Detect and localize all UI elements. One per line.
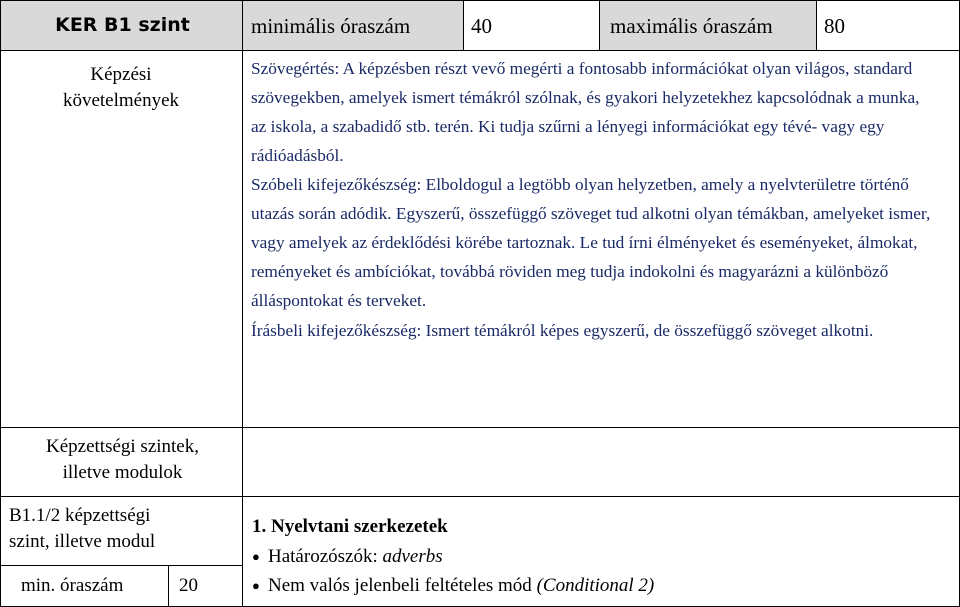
header-min-value-cell <box>463 0 600 51</box>
speaking-requirement: Szóbeli kifejezőkészség: Elboldogul a legtöbb olyan helyzetben, amely a nyelvterületre történő utazás során adódik. Egyszerű, összefüggő szöveget tud alkotni olyan témákban, amelyeket ismer, vagy amelyek az érdeklődési körébe tartoznak. Le tud írni élményeket és eseményeket, álmokat, reményeket és ambíciókat, továbbá röviden meg tudja indokolni és magyarázni a különböző álláspontokat és terveket. <box>251 175 931 310</box>
module-content <box>252 512 942 601</box>
requirements-label: Képzési követelmények <box>62 64 180 111</box>
requirements-content-cell <box>242 50 960 428</box>
max-hours-label: maximális óraszám <box>610 14 773 38</box>
module-hours-label-cell <box>0 565 169 607</box>
module-label: B1.1/2 képzettségi szint, illetve modul <box>9 505 156 552</box>
module-label-cell <box>0 496 243 566</box>
section-title: 1. Nyelvtani szerkezetek <box>252 516 448 537</box>
header-min-label-cell <box>242 0 464 51</box>
reading-requirement: Szövegértés: A képzésben részt vevő megérti a fontosabb információkat olyan világos, standard szövegekben, amelyek ismert témákról szólnak, és gyakori helyzetekhez kapcsolódnak a munka, az iskola, a szabadidő stb. terén. Ki tudja szűrni a lényegi információkat egy tévé- vagy egy rádióadásból. <box>251 59 920 165</box>
min-hours-label: minimális óraszám <box>251 14 411 38</box>
module-hours-label: min. óraszám <box>21 575 124 596</box>
header-max-value-cell <box>816 0 960 51</box>
list-item: ● Nem valós jelenbeli feltételes mód (Conditional 2) <box>252 571 942 601</box>
requirements-text <box>251 54 931 347</box>
min-hours-value: 40 <box>471 14 492 38</box>
levels-content-cell <box>242 427 960 497</box>
writing-requirement: Írásbeli kifejezőkészség: Ismert témákról képes egyszerű, de összefüggő szöveget alkotni. <box>251 321 874 340</box>
level-title: KER B1 szint <box>55 14 190 36</box>
levels-label: Képzettségi szintek, illetve modulok <box>45 436 199 483</box>
header-max-label-cell <box>599 0 817 51</box>
module-hours-value-cell <box>168 565 243 607</box>
requirements-label-cell <box>0 50 243 428</box>
header-level-cell <box>0 0 243 51</box>
grammar-list <box>252 542 942 601</box>
list-item: ● Határozószók: adverbs <box>252 542 942 572</box>
module-hours-value: 20 <box>179 575 198 596</box>
levels-label-cell <box>0 427 243 497</box>
module-content-cell <box>242 496 960 607</box>
max-hours-value: 80 <box>824 14 845 38</box>
